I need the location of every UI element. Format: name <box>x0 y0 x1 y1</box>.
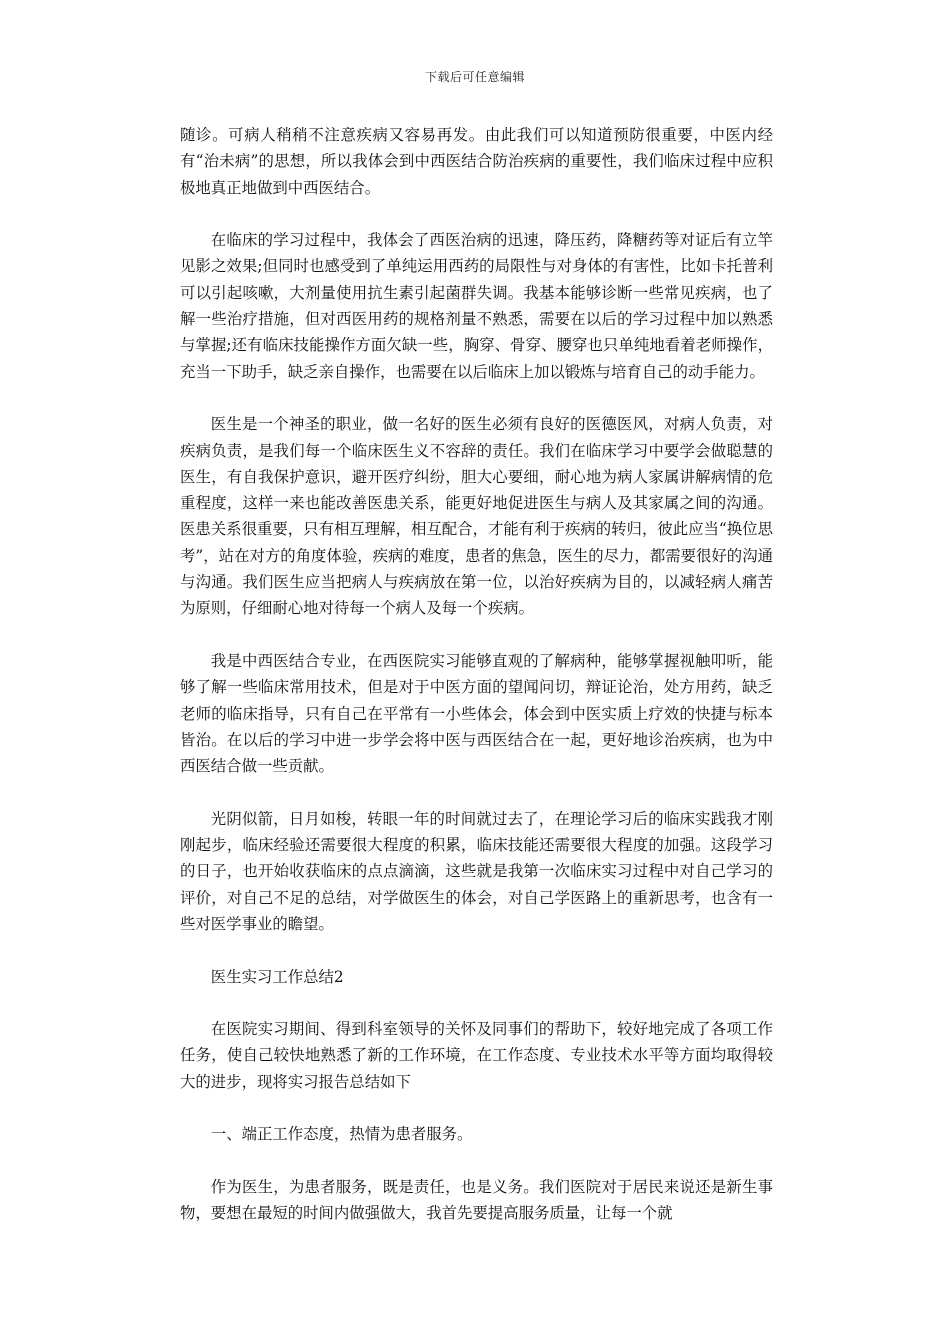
page-header: 下载后可任意编辑 <box>424 70 525 84</box>
paragraph-6: 在医院实习期间、得到科室领导的关怀及同事们的帮助下，较好地完成了各项工作任务，使自己较快地熟悉了新的工作环境，在工作态度、专业技术水平等方面均取得较大的进步，现将实习报告总结如下 <box>180 1020 773 1091</box>
document-body <box>180 122 773 1253</box>
paragraph-4: 我是中西医结合专业，在西医院实习能够直观的了解病种，能够掌握视触叩听，能够了解一些临床常用技术，但是对于中医方面的望闻问切，辩证论治，处方用药，缺乏老师的临床指导，只有自己在平常有一小些体会，体会到中医实质上疗效的快捷与标本皆治。在以后的学习中进一步学会将中医与西医结合在一起，更好地诊治疾病，也为中西医结合做一些贡献。 <box>180 651 773 776</box>
paragraph-2: 在临床的学习过程中，我体会了西医治病的迅速，降压药，降糖药等对证后有立竿见影之效果;但同时也感受到了单纯运用西药的局限性与对身体的有害性，比如卡托普利可以引起咳嗽，大剂量使用抗生素引起菌群失调。我基本能够诊断一些常见疾病，也了解一些治疗措施，但对西医用药的规格剂量不熟悉，需要在以后的学习过程中加以熟悉与掌握;还有临床技能操作方面欠缺一些，胸穿、骨穿、腰穿也只单纯地看着老师操作，充当一下助手，缺乏亲自操作，也需要在以后临床上加以锻炼与培育自己的动手能力。 <box>180 231 773 381</box>
paragraph-1: 随诊。可病人稍稍不注意疾病又容易再发。由此我们可以知道预防很重要，中医内经有“治未病”的思想，所以我体会到中西医结合防治疾病的重要性，我们临床过程中应积极地真正地做到中西医结合。 <box>180 126 773 197</box>
paragraph-7: 作为医生，为患者服务，既是责任，也是义务。我们医院对于居民来说还是新生事物，要想在最短的时间内做强做大，我首先要提高服务质量，让每一个就 <box>180 1177 773 1223</box>
subsection-heading: 一、端正工作态度，热情为患者服务。 <box>210 1125 473 1144</box>
paragraph-3: 医生是一个神圣的职业，做一名好的医生必须有良好的医德医风，对病人负责，对疾病负责，是我们每一个临床医生义不容辞的责任。我们在临床学习中要学会做聪慧的医生，有自我保护意识，避开医疗纠纷，胆大心要细，耐心地为病人家属讲解病情的危重程度，这样一来也能改善医患关系，能更好地促进医生与病人及其家属之间的沟通。医患关系很重要，只有相互理解，相互配合，才能有利于疾病的转归，彼此应当“换位思考”，站在对方的角度体验，疾病的难度，患者的焦急，医生的尽力，都需要很好的沟通与沟通。我们医生应当把病人与疾病放在第一位，以治好疾病为目的，以减轻病人痛苦为原则，仔细耐心地对待每一个病人及每一个疾病。 <box>180 415 773 618</box>
section-title: 医生实习工作总结2 <box>210 967 344 986</box>
paragraph-5: 光阴似箭，日月如梭，转眼一年的时间就过去了，在理论学习后的临床实践我才刚刚起步，临床经验还需要很大程度的积累，临床技能还需要很大程度的加强。这段学习的日子，也开始收获临床的点点滴滴，这些就是我第一次临床实习过程中对自己学习的评价，对自己不足的总结，对学做医生的体会，对自己学医路上的重新思考，也含有一些对医学事业的瞻望。 <box>180 809 773 933</box>
